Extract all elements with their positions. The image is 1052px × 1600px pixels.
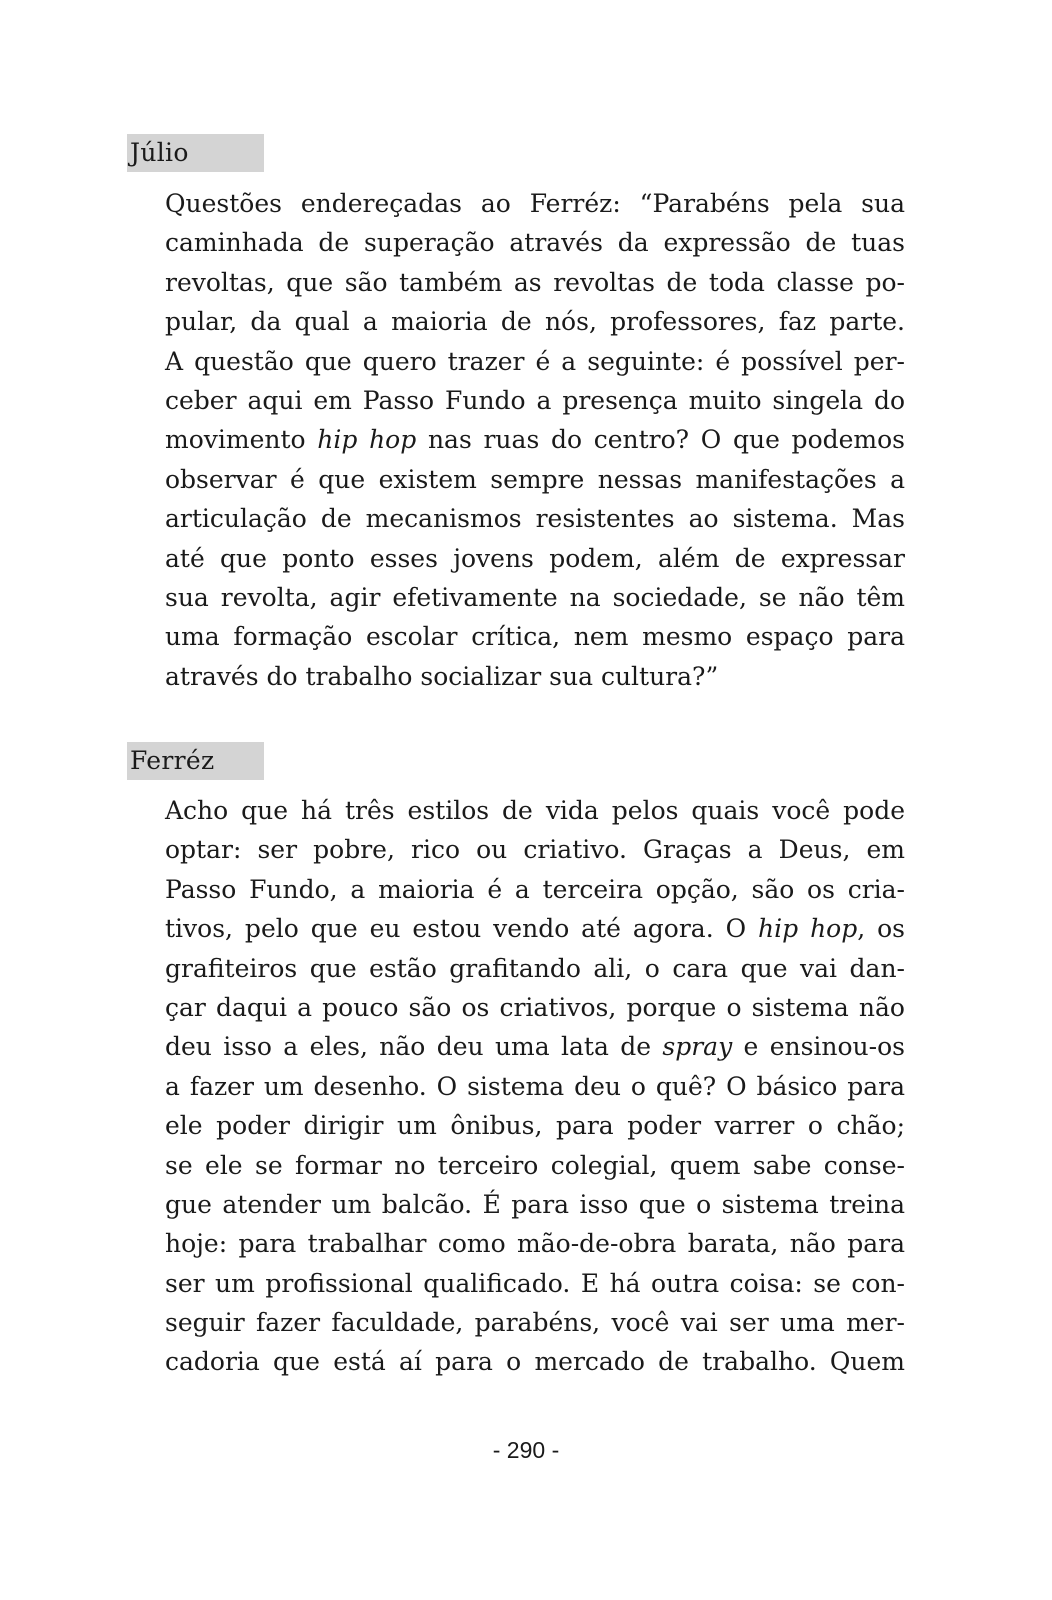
text-line: através do trabalho socializar sua cultura?” — [165, 661, 719, 691]
text-line: caminhada de superação através da expressão de tuas — [165, 228, 905, 258]
text-line: ser um profissional qualificado. E há outra coisa: se con- — [165, 1268, 905, 1298]
text-line: ele poder dirigir um ônibus, para poder varrer o chão; — [165, 1111, 905, 1141]
text-line: Passo Fundo, a maioria é a terceira opção, são os cria- — [165, 874, 905, 904]
text-line: até que ponto esses jovens podem, além de expressar — [165, 543, 905, 573]
text-line: seguir fazer faculdade, parabéns, você vai ser uma mer- — [165, 1308, 905, 1338]
italic-term: hip hop — [317, 425, 417, 455]
answer-paragraph — [165, 791, 905, 1382]
text-line: Questões endereçadas ao Ferréz: “Parabéns pela sua — [165, 189, 905, 218]
text-line: gue atender um balcão. É para isso que o sistema treina — [165, 1189, 905, 1219]
text-line: pular, da qual a maioria de nós, professores, faz parte. — [165, 307, 905, 337]
text-line: deu isso a eles, não deu uma lata de spray e ensinou-os — [165, 1032, 905, 1062]
italic-term: hip hop — [758, 914, 858, 944]
italic-term: spray — [662, 1032, 733, 1062]
text-line: hoje: para trabalhar como mão-de-obra barata, não para — [165, 1229, 905, 1259]
question-paragraph — [165, 184, 905, 696]
text-line: sua revolta, agir efetivamente na sociedade, se não têm — [165, 582, 905, 612]
text-line: movimento hip hop nas ruas do centro? O que podemos — [165, 425, 905, 455]
speaker-label: Ferréz — [127, 742, 264, 780]
text-line: a fazer um desenho. O sistema deu o quê? O básico para — [165, 1071, 905, 1101]
text-line: optar: ser pobre, rico ou criativo. Graças a Deus, em — [165, 835, 905, 865]
text-line: revoltas, que são também as revoltas de toda classe po- — [165, 267, 905, 297]
text-line: articulação de mecanismos resistentes ao sistema. Mas — [165, 504, 905, 534]
text-line: tivos, pelo que eu estou vendo até agora. O hip hop, os — [165, 914, 906, 944]
text-line: se ele se formar no terceiro colegial, quem sabe conse- — [165, 1150, 905, 1180]
text-line: Acho que há três estilos de vida pelos quais você pode — [165, 796, 905, 825]
text-line: ceber aqui em Passo Fundo a presença muito singela do — [165, 385, 905, 415]
text-line: cadoria que está aí para o mercado de trabalho. Quem — [165, 1347, 905, 1377]
speaker-label: Júlio — [127, 134, 264, 172]
text-line: uma formação escolar crítica, nem mesmo espaço para — [165, 622, 905, 652]
text-line: grafiteiros que estão grafitando ali, o cara que vai dan- — [165, 953, 905, 983]
text-line: A questão que quero trazer é a seguinte: é possível per- — [165, 346, 905, 376]
page-number: - 290 - — [492, 1437, 560, 1463]
text-line: çar daqui a pouco são os criativos, porque o sistema não — [165, 992, 905, 1022]
text-line: observar é que existem sempre nessas manifestações a — [165, 464, 905, 494]
